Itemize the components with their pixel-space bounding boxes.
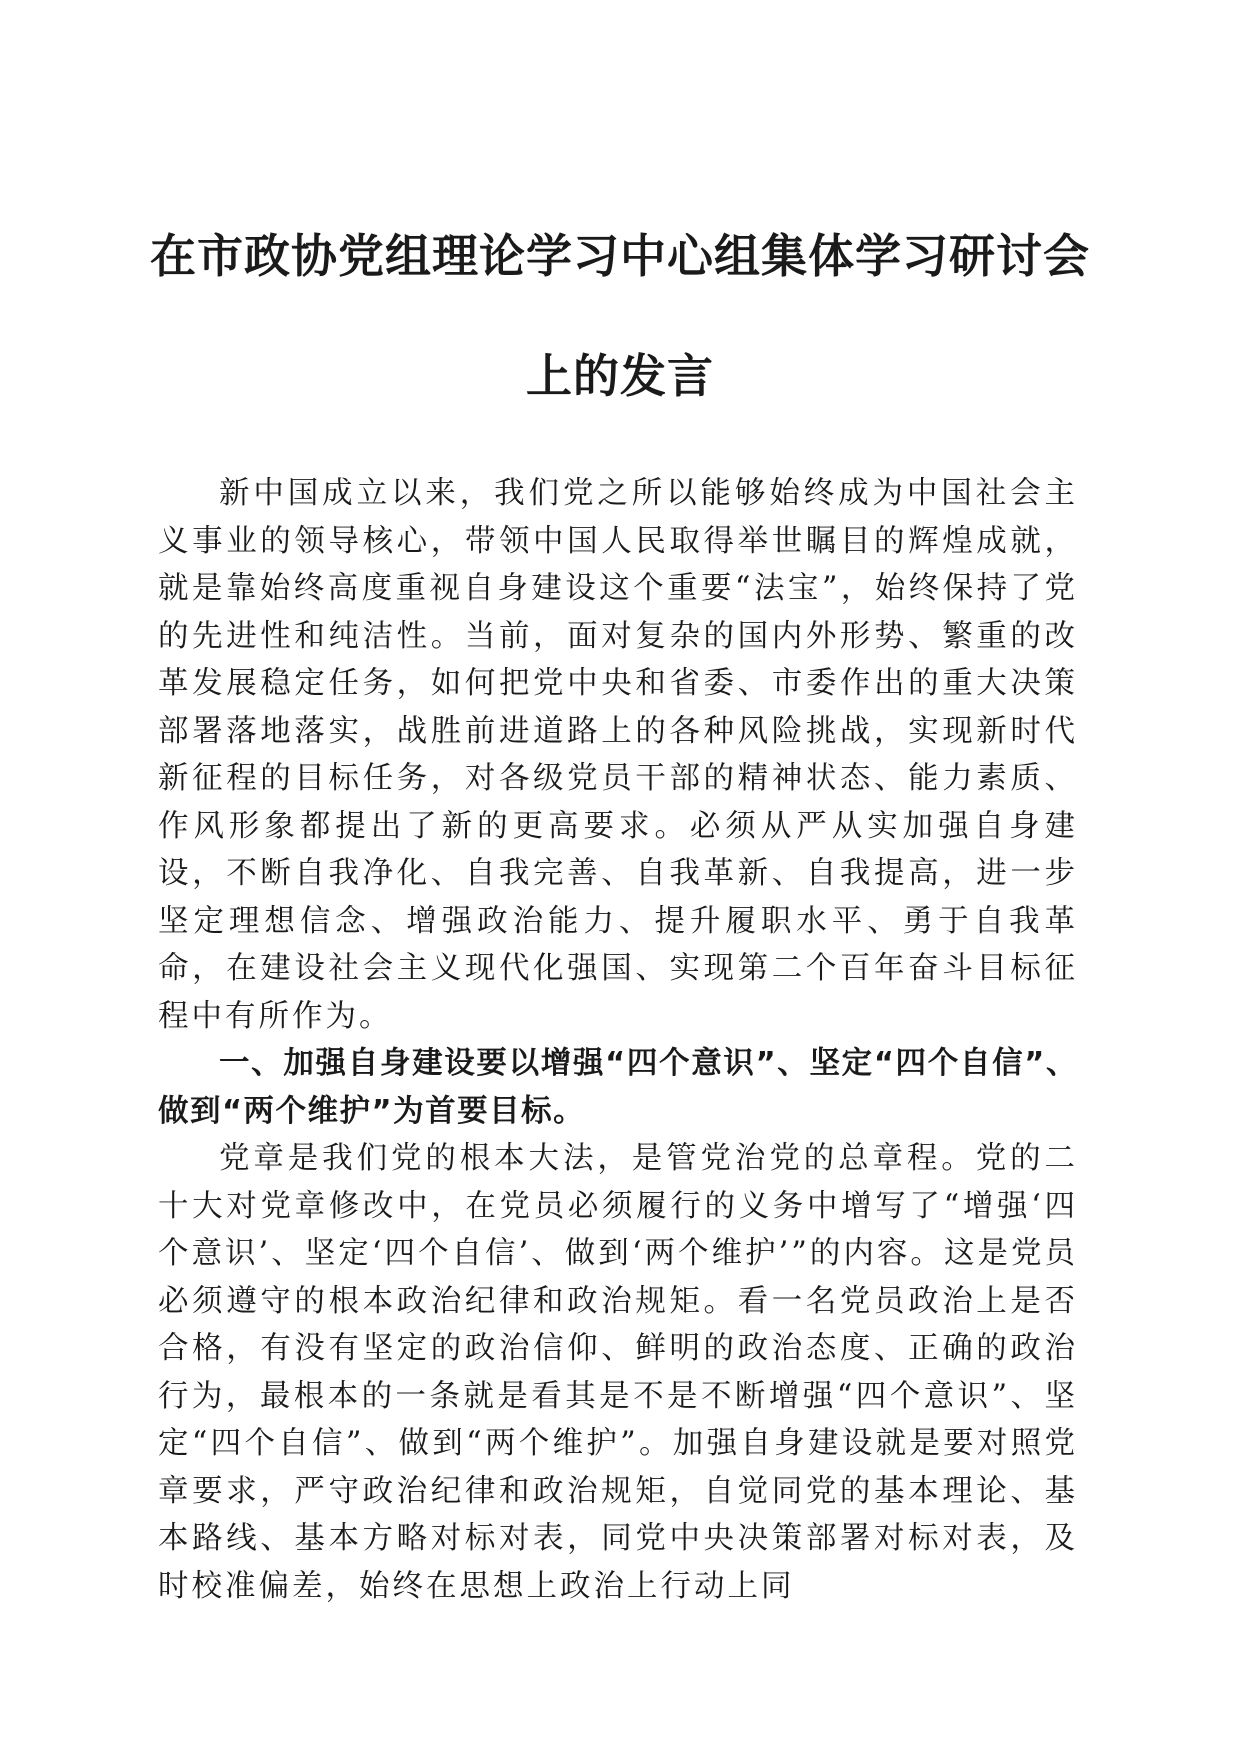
section-heading-1: 一、加强自身建设要以增强“四个意识”、坚定“四个自信”、做到“两个维护”为首要目标。 [158,1046,1078,1129]
document-title-line-2: 上的发言 [526,349,714,403]
paragraph-section-1: 党章是我们党的根本大法，是管党治党的总章程。党的二十大对党章修改中，在党员必须履行的义务中增写了“增强‘四个意识’、坚定‘四个自信’、做到‘两个维护’”的内容。这是党员必须遵守的根本政治纪律和政治规矩。看一名党员政治上是否合格，有没有坚定的政治信仰、鲜明的政治态度、正确的政治行为，最根本的一条就是看其是不是不断增强“四个意识”、坚定“四个自信”、做到“两个维护”。加强自身建设就是要对照党章要求，严守政治纪律和政治规矩，自觉同党的基本理论、基本路线、基本方略对标对表，同党中央决策部署对标对表，及时校准偏差，始终在思想上政治上行动上同 [158,1141,1078,1604]
document-body [158,470,1078,1610]
document-title-line-1: 在市政协党组理论学习中心组集体学习研讨会 [150,229,1090,283]
paragraph-intro: 新中国成立以来，我们党之所以能够始终成为中国社会主义事业的领导核心，带领中国人民取得举世瞩目的辉煌成就，就是靠始终高度重视自身建设这个重要“法宝”，始终保持了党的先进性和纯洁性。当前，面对复杂的国内外形势、繁重的改革发展稳定任务，如何把党中央和省委、市委作出的重大决策部署落地落实，战胜前进道路上的各种风险挑战，实现新时代新征程的目标任务，对各级党员干部的精神状态、能力素质、作风形象都提出了新的更高要求。必须从严从实加强自身建设，不断自我净化、自我完善、自我革新、自我提高，进一步坚定理想信念、增强政治能力、提升履职水平、勇于自我革命，在建设社会主义现代化强国、实现第二个百年奋斗目标征程中有所作为。 [158,476,1078,1034]
